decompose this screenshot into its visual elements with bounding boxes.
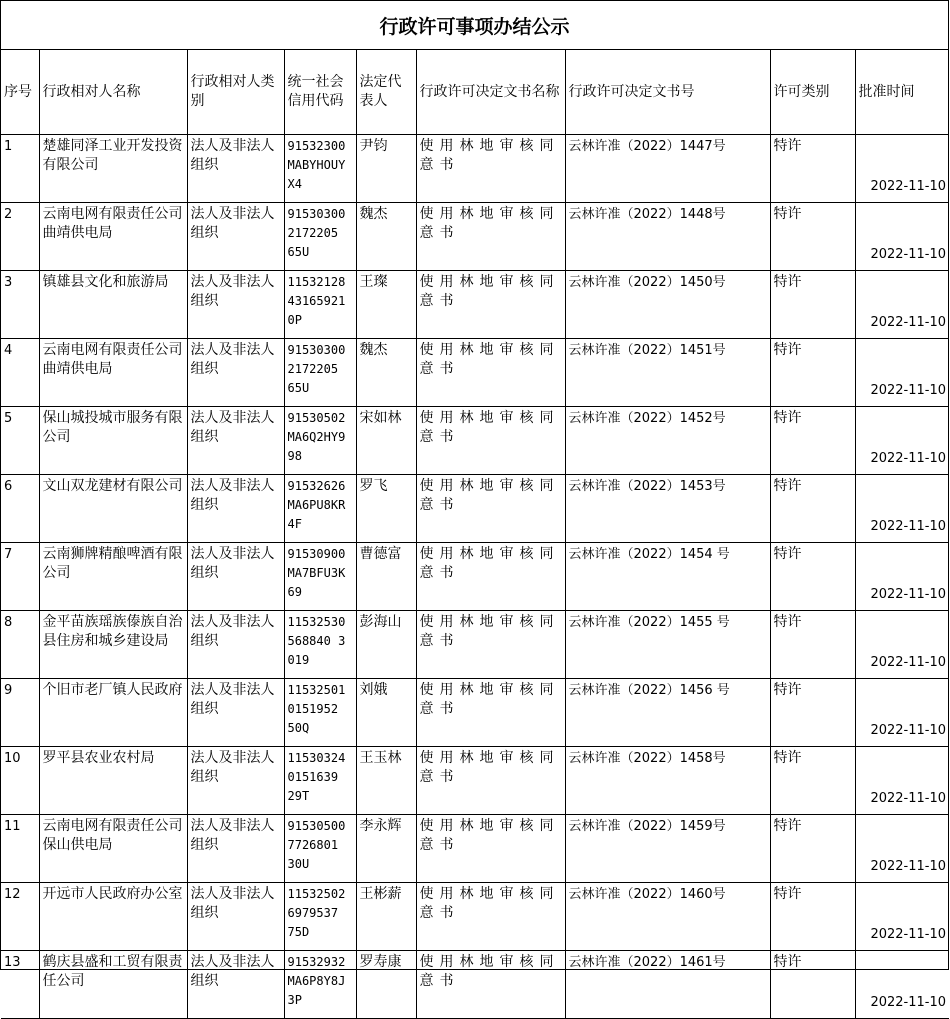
cell-seq: 8 — [1, 611, 39, 679]
table-row — [1, 883, 949, 951]
header-permit-type: 许可类别 — [770, 50, 855, 135]
cell-category: 法人及非法人组织 — [187, 339, 284, 407]
cell-doc-name: 使用林地审核同意书 — [416, 883, 565, 951]
table-row — [1, 135, 949, 203]
cell-doc-no: 云林许准（2022）1450号 — [565, 271, 770, 339]
cell-seq: 2 — [1, 203, 39, 271]
cell-category: 法人及非法人组织 — [187, 883, 284, 951]
header-credit-code: 统一社会信用代码 — [284, 50, 356, 135]
cell-doc-name: 使用林地审核同意书 — [416, 679, 565, 747]
cell-doc-name: 使用林地审核同意书 — [416, 747, 565, 815]
cell-name: 保山城投城市服务有限公司 — [39, 407, 187, 475]
cell-category: 法人及非法人组织 — [187, 543, 284, 611]
header-seq: 序号 — [1, 50, 39, 135]
cell-legal-rep: 王彬薪 — [356, 883, 416, 951]
cell-permit-type: 特许 — [770, 679, 855, 747]
cell-doc-no: 云林许准（2022）1458号 — [565, 747, 770, 815]
cell-permit-type: 特许 — [770, 135, 855, 203]
cell-legal-rep: 魏杰 — [356, 339, 416, 407]
cell-doc-name: 使用林地审核同意书 — [416, 339, 565, 407]
cell-credit-code: 915303002172205 65U — [284, 203, 356, 271]
cell-doc-no: 云林许准（2022）1454 号 — [565, 543, 770, 611]
cell-approval-date: 2022-11-10 — [855, 339, 949, 407]
cell-permit-type: 特许 — [770, 543, 855, 611]
cell-doc-name: 使用林地审核同意书 — [416, 271, 565, 339]
cell-seq: 7 — [1, 543, 39, 611]
cell-doc-no: 云林许准（2022）1461号 — [565, 951, 770, 1019]
cell-doc-no: 云林许准（2022）1453号 — [565, 475, 770, 543]
cell-legal-rep: 尹钧 — [356, 135, 416, 203]
cell-name: 鹤庆县盛和工贸有限责任公司 — [39, 951, 187, 1019]
cell-seq: 9 — [1, 679, 39, 747]
cell-approval-date: 2022-11-10 — [855, 543, 949, 611]
cell-credit-code: 91532626MA6PU8KR4F — [284, 475, 356, 543]
cell-approval-date: 2022-11-10 — [855, 951, 949, 1019]
cell-credit-code: 91530900MA7BFU3K69 — [284, 543, 356, 611]
cell-legal-rep: 刘娥 — [356, 679, 416, 747]
cell-approval-date: 2022-11-10 — [855, 475, 949, 543]
cell-name: 镇雄县文化和旅游局 — [39, 271, 187, 339]
cell-doc-name: 使用林地审核同意书 — [416, 475, 565, 543]
cell-name: 文山双龙建材有限公司 — [39, 475, 187, 543]
cell-doc-no: 云林许准（2022）1460号 — [565, 883, 770, 951]
cell-permit-type: 特许 — [770, 747, 855, 815]
cell-name: 云南电网有限责任公司保山供电局 — [39, 815, 187, 883]
permit-table — [1, 50, 949, 1019]
cell-category: 法人及非法人组织 — [187, 611, 284, 679]
cell-approval-date: 2022-11-10 — [855, 135, 949, 203]
cell-doc-no: 云林许准（2022）1452号 — [565, 407, 770, 475]
cell-seq: 3 — [1, 271, 39, 339]
cell-doc-name: 使用林地审核同意书 — [416, 815, 565, 883]
cell-seq: 13 — [1, 951, 39, 1019]
cell-doc-name: 使用林地审核同意书 — [416, 407, 565, 475]
cell-seq: 4 — [1, 339, 39, 407]
cell-seq: 5 — [1, 407, 39, 475]
cell-category: 法人及非法人组织 — [187, 203, 284, 271]
cell-permit-type: 特许 — [770, 203, 855, 271]
cell-legal-rep: 魏杰 — [356, 203, 416, 271]
header-legal-rep: 法定代表人 — [356, 50, 416, 135]
table-row — [1, 271, 949, 339]
cell-category: 法人及非法人组织 — [187, 475, 284, 543]
table-row — [1, 951, 949, 1019]
cell-approval-date: 2022-11-10 — [855, 203, 949, 271]
cell-category: 法人及非法人组织 — [187, 135, 284, 203]
table-row — [1, 815, 949, 883]
cell-doc-name: 使用林地审核同意书 — [416, 203, 565, 271]
cell-approval-date: 2022-11-10 — [855, 407, 949, 475]
page-title: 行政许可事项办结公示 — [1, 1, 948, 50]
cell-approval-date: 2022-11-10 — [855, 883, 949, 951]
cell-legal-rep: 罗飞 — [356, 475, 416, 543]
cell-name: 云南狮牌精酿啤酒有限公司 — [39, 543, 187, 611]
cell-name: 个旧市老厂镇人民政府 — [39, 679, 187, 747]
cell-name: 楚雄同泽工业开发投资有限公司 — [39, 135, 187, 203]
cell-permit-type: 特许 — [770, 815, 855, 883]
cell-doc-name: 使用林地审核同意书 — [416, 543, 565, 611]
cell-approval-date: 2022-11-10 — [855, 815, 949, 883]
cell-seq: 12 — [1, 883, 39, 951]
header-category: 行政相对人类别 — [187, 50, 284, 135]
cell-legal-rep: 曹德富 — [356, 543, 416, 611]
table-row — [1, 679, 949, 747]
cell-permit-type: 特许 — [770, 271, 855, 339]
cell-legal-rep: 罗寿康 — [356, 951, 416, 1019]
cell-credit-code: 91532300MABYHOUYX4 — [284, 135, 356, 203]
cell-permit-type: 特许 — [770, 475, 855, 543]
cell-credit-code: 91532932MA6P8Y8J3P — [284, 951, 356, 1019]
cell-permit-type: 特许 — [770, 883, 855, 951]
cell-credit-code: 915305007726801 30U — [284, 815, 356, 883]
cell-name: 云南电网有限责任公司曲靖供电局 — [39, 203, 187, 271]
cell-credit-code: 115325026979537 75D — [284, 883, 356, 951]
cell-name: 金平苗族瑶族傣族自治县住房和城乡建设局 — [39, 611, 187, 679]
table-row — [1, 475, 949, 543]
cell-approval-date: 2022-11-10 — [855, 611, 949, 679]
cell-category: 法人及非法人组织 — [187, 815, 284, 883]
cell-approval-date: 2022-11-10 — [855, 747, 949, 815]
cell-doc-no: 云林许准（2022）1459号 — [565, 815, 770, 883]
table-row — [1, 203, 949, 271]
table-row — [1, 611, 949, 679]
cell-credit-code: 115325010151952 50Q — [284, 679, 356, 747]
table-header-row — [1, 50, 949, 135]
cell-category: 法人及非法人组织 — [187, 679, 284, 747]
cell-permit-type: 特许 — [770, 611, 855, 679]
cell-legal-rep: 李永辉 — [356, 815, 416, 883]
table-row — [1, 407, 949, 475]
cell-credit-code: 91530502MA6Q2HY998 — [284, 407, 356, 475]
cell-seq: 1 — [1, 135, 39, 203]
cell-approval-date: 2022-11-10 — [855, 271, 949, 339]
cell-category: 法人及非法人组织 — [187, 951, 284, 1019]
cell-approval-date: 2022-11-10 — [855, 679, 949, 747]
cell-permit-type: 特许 — [770, 339, 855, 407]
cell-doc-no: 云林许准（2022）1447号 — [565, 135, 770, 203]
table-row — [1, 339, 949, 407]
cell-doc-name: 使用林地审核同意书 — [416, 135, 565, 203]
cell-credit-code: 11532128431659210P — [284, 271, 356, 339]
cell-doc-no: 云林许准（2022）1451号 — [565, 339, 770, 407]
header-approval-date: 批准时间 — [855, 50, 949, 135]
table-row — [1, 543, 949, 611]
cell-name: 罗平县农业农村局 — [39, 747, 187, 815]
cell-doc-no: 云林许准（2022）1455 号 — [565, 611, 770, 679]
table-row — [1, 747, 949, 815]
cell-name: 开远市人民政府办公室 — [39, 883, 187, 951]
cell-credit-code: 115303240151639 29T — [284, 747, 356, 815]
header-doc-no: 行政许可决定文书号 — [565, 50, 770, 135]
cell-credit-code: 915303002172205 65U — [284, 339, 356, 407]
cell-category: 法人及非法人组织 — [187, 407, 284, 475]
cell-credit-code: 11532530568840 3019 — [284, 611, 356, 679]
cell-doc-no: 云林许准（2022）1456 号 — [565, 679, 770, 747]
cell-doc-no: 云林许准（2022）1448号 — [565, 203, 770, 271]
cell-seq: 11 — [1, 815, 39, 883]
cell-doc-name: 使用林地审核同意书 — [416, 951, 565, 1019]
cell-doc-name: 使用林地审核同意书 — [416, 611, 565, 679]
header-doc-name: 行政许可决定文书名称 — [416, 50, 565, 135]
cell-legal-rep: 王璨 — [356, 271, 416, 339]
cell-permit-type: 特许 — [770, 407, 855, 475]
cell-name: 云南电网有限责任公司曲靖供电局 — [39, 339, 187, 407]
cell-legal-rep: 宋如林 — [356, 407, 416, 475]
cell-category: 法人及非法人组织 — [187, 747, 284, 815]
cell-legal-rep: 彭海山 — [356, 611, 416, 679]
cell-seq: 6 — [1, 475, 39, 543]
cell-seq: 10 — [1, 747, 39, 815]
cell-category: 法人及非法人组织 — [187, 271, 284, 339]
header-name: 行政相对人名称 — [39, 50, 187, 135]
cell-legal-rep: 王玉林 — [356, 747, 416, 815]
cell-permit-type: 特许 — [770, 951, 855, 1019]
